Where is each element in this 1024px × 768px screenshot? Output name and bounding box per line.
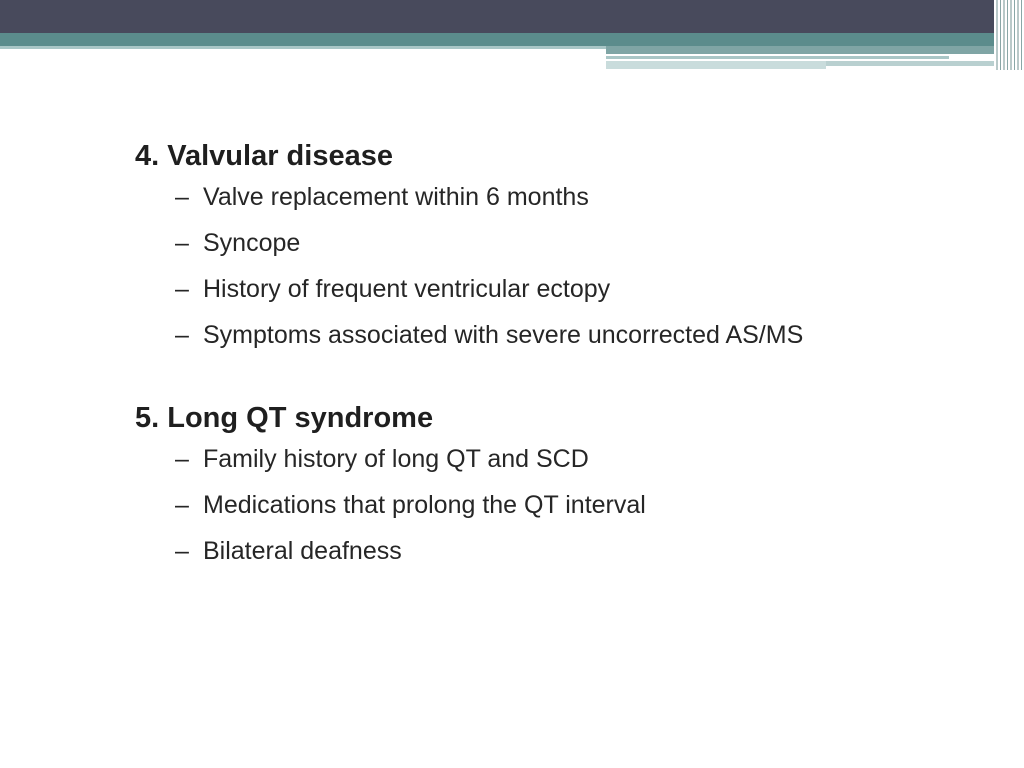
- list-item-text: Bilateral deafness: [203, 537, 402, 565]
- header-accent-band: [0, 33, 1024, 46]
- list-item: [175, 180, 955, 214]
- section-valvular-disease: [135, 136, 955, 352]
- header-accent-block: [606, 61, 826, 69]
- list-item-text: Medications that prolong the QT interval: [203, 491, 646, 519]
- section-heading: 4. Valvular disease: [135, 140, 393, 172]
- list-item-text: Family history of long QT and SCD: [203, 445, 589, 473]
- slide-body: [135, 136, 955, 580]
- header-edge-stripes: [994, 0, 1024, 70]
- dash-bullet: –: [175, 275, 189, 303]
- list-item: [175, 442, 955, 476]
- dash-bullet: –: [175, 445, 189, 473]
- list-item: [175, 318, 955, 352]
- header-band: [0, 0, 1024, 33]
- list-item: [175, 488, 955, 522]
- list-item: [175, 226, 955, 260]
- list-item-text: Symptoms associated with severe uncorrected AS/MS: [203, 321, 804, 349]
- list-item-text: History of frequent ventricular ectopy: [203, 275, 611, 303]
- dash-bullet: –: [175, 229, 189, 257]
- list-item-text: Syncope: [203, 229, 301, 257]
- bullet-list: [135, 180, 955, 352]
- dash-bullet: –: [175, 183, 189, 211]
- list-item: [175, 534, 955, 568]
- header-accent-block: [606, 46, 1024, 54]
- header-accent-block: [606, 56, 949, 59]
- list-item: [175, 272, 955, 306]
- dash-bullet: –: [175, 491, 189, 519]
- section-heading: 5. Long QT syndrome: [135, 402, 434, 434]
- bullet-list: [135, 442, 955, 568]
- section-long-qt-syndrome: [135, 398, 955, 568]
- header-accent-line: [0, 46, 606, 49]
- list-item-text: Valve replacement within 6 months: [203, 183, 589, 211]
- dash-bullet: –: [175, 321, 189, 349]
- dash-bullet: –: [175, 537, 189, 565]
